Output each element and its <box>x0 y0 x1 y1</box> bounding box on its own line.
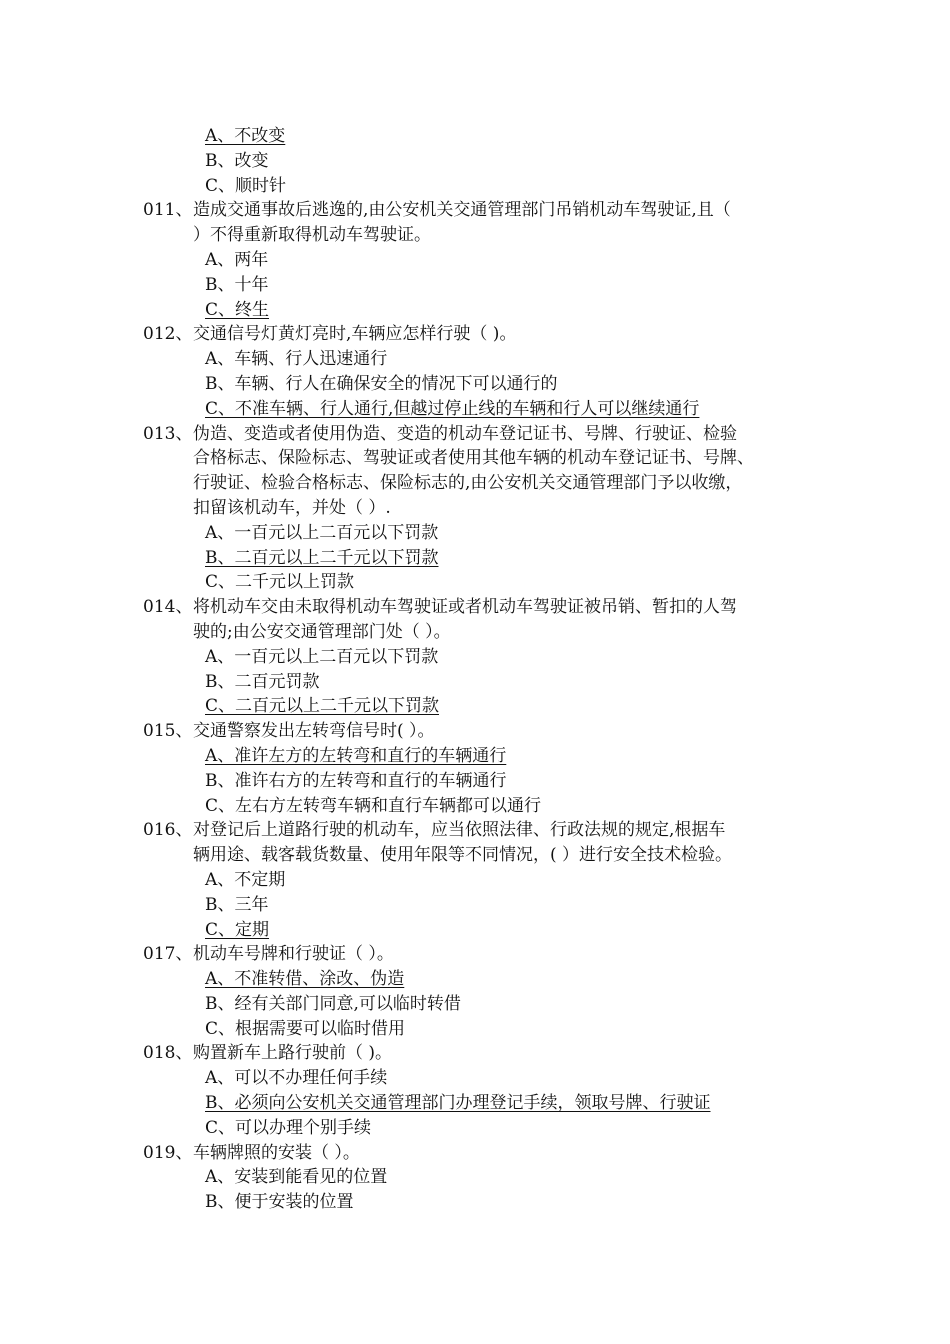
answer-option-correct <box>0 694 950 719</box>
question-number: 016、 <box>143 820 193 841</box>
question-text: 交通信号灯黄灯亮时,车辆应怎样行驶（ )。 <box>193 324 517 345</box>
answer-option <box>0 1116 950 1141</box>
option-text: B、改变 <box>205 150 269 171</box>
question-text-continued <box>0 223 950 248</box>
answer-option <box>0 521 950 546</box>
question-text: 伪造、变造或者使用伪造、变造的机动车登记证书、号牌、行驶证、检验 <box>193 423 737 444</box>
question-text: 扣留该机动车，并处（ ）. <box>193 497 391 518</box>
option-text: C、左右方左转弯车辆和直行车辆都可以通行 <box>205 795 542 816</box>
question-line <box>0 818 950 843</box>
option-text: B、便于安装的位置 <box>205 1192 354 1213</box>
answer-option <box>0 372 950 397</box>
question-number: 017、 <box>143 944 193 965</box>
answer-option <box>0 248 950 273</box>
option-text: B、经有关部门同意,可以临时转借 <box>205 993 461 1014</box>
option-text: B、必须向公安机关交通管理部门办理登记手续，领取号牌、行驶证 <box>205 1093 711 1114</box>
question-number: 019、 <box>143 1142 193 1163</box>
question-text-continued <box>0 620 950 645</box>
answer-option <box>0 645 950 670</box>
question-text-continued <box>0 471 950 496</box>
option-text: A、一百元以上二百元以下罚款 <box>205 522 439 543</box>
question-number: 018、 <box>143 1043 193 1064</box>
option-text: C、定期 <box>205 919 270 940</box>
question-line <box>0 719 950 744</box>
option-text: B、二百元罚款 <box>205 671 320 692</box>
option-text: C、可以办理个别手续 <box>205 1117 372 1138</box>
option-text: A、安装到能看见的位置 <box>205 1167 388 1188</box>
question-number: 011、 <box>143 200 193 221</box>
option-text: B、三年 <box>205 894 269 915</box>
answer-option-correct <box>0 918 950 943</box>
answer-option <box>0 670 950 695</box>
option-text: B、准许右方的左转弯和直行的车辆通行 <box>205 770 507 791</box>
answer-option-correct <box>0 298 950 323</box>
answer-option <box>0 868 950 893</box>
question-list <box>0 124 950 1215</box>
answer-option-correct <box>0 1091 950 1116</box>
option-text: C、不准车辆、行人通行,但越过停止线的车辆和行人可以继续通行 <box>205 398 700 419</box>
answer-option-correct <box>0 124 950 149</box>
option-text: A、不定期 <box>205 869 286 890</box>
option-text: A、两年 <box>205 249 269 270</box>
answer-option-correct <box>0 967 950 992</box>
question-text: 交通警察发出左转弯信号时( ）。 <box>193 721 435 742</box>
question-number: 015、 <box>143 721 193 742</box>
question-text: 驶的;由公安交通管理部门处（ ）。 <box>193 621 451 642</box>
option-text: B、十年 <box>205 274 269 295</box>
option-text: A、准许左方的左转弯和直行的车辆通行 <box>205 745 507 766</box>
question-text: 对登记后上道路行驶的机动车，应当依照法律、行政法规的规定,根据车 <box>193 820 726 841</box>
question-text: ）不得重新取得机动车驾驶证。 <box>193 225 431 246</box>
option-text: A、一百元以上二百元以下罚款 <box>205 646 439 667</box>
question-line <box>0 595 950 620</box>
question-number: 012、 <box>143 324 193 345</box>
question-number: 013、 <box>143 423 193 444</box>
question-line <box>0 1041 950 1066</box>
question-text: 购置新车上路行驶前（ )。 <box>193 1043 393 1064</box>
answer-option <box>0 794 950 819</box>
option-text: A、可以不办理任何手续 <box>205 1068 388 1089</box>
answer-option <box>0 1165 950 1190</box>
answer-option <box>0 992 950 1017</box>
question-text: 机动车号牌和行驶证（ ）。 <box>193 944 394 965</box>
answer-option-correct <box>0 546 950 571</box>
option-text: A、车辆、行人迅速通行 <box>205 349 388 370</box>
answer-option <box>0 1066 950 1091</box>
option-text: B、车辆、行人在确保安全的情况下可以通行的 <box>205 373 558 394</box>
option-text: A、不改变 <box>205 126 286 146</box>
question-number: 014、 <box>143 597 193 618</box>
option-text: C、二百元以上二千元以下罚款 <box>205 696 440 717</box>
question-line <box>0 422 950 447</box>
question-text: 车辆牌照的安装（ ）。 <box>193 1142 360 1163</box>
question-text-continued <box>0 496 950 521</box>
question-line <box>0 198 950 223</box>
question-text-continued <box>0 843 950 868</box>
option-text: A、不准转借、涂改、伪造 <box>205 969 405 990</box>
question-text: 造成交通事故后逃逸的,由公安机关交通管理部门吊销机动车驾驶证,且（ <box>193 200 731 221</box>
answer-option-correct <box>0 744 950 769</box>
question-line <box>0 1141 950 1166</box>
answer-option <box>0 273 950 298</box>
question-line <box>0 942 950 967</box>
answer-option <box>0 769 950 794</box>
question-text: 合格标志、保险标志、驾驶证或者使用其他车辆的机动车登记证书、号牌、 <box>193 448 754 469</box>
question-line <box>0 322 950 347</box>
question-text: 辆用途、载客载货数量、使用年限等不同情况，( ）进行安全技术检验。 <box>193 845 733 866</box>
option-text: C、二千元以上罚款 <box>205 572 355 593</box>
option-text: C、根据需要可以临时借用 <box>205 1018 406 1039</box>
answer-option-correct <box>0 397 950 422</box>
answer-option <box>0 347 950 372</box>
question-text: 行驶证、检验合格标志、保险标志的,由公安机关交通管理部门予以收缴， <box>193 473 743 494</box>
question-text: 将机动车交由未取得机动车驾驶证或者机动车驾驶证被吊销、暂扣的人驾 <box>193 597 737 618</box>
option-text: C、终生 <box>205 299 270 320</box>
answer-option <box>0 570 950 595</box>
answer-option <box>0 893 950 918</box>
answer-option <box>0 1017 950 1042</box>
answer-option <box>0 1190 950 1215</box>
question-text-continued <box>0 446 950 471</box>
answer-option <box>0 149 950 174</box>
answer-option <box>0 174 950 199</box>
option-text: B、二百元以上二千元以下罚款 <box>205 547 439 568</box>
option-text: C、顺时针 <box>205 175 287 196</box>
